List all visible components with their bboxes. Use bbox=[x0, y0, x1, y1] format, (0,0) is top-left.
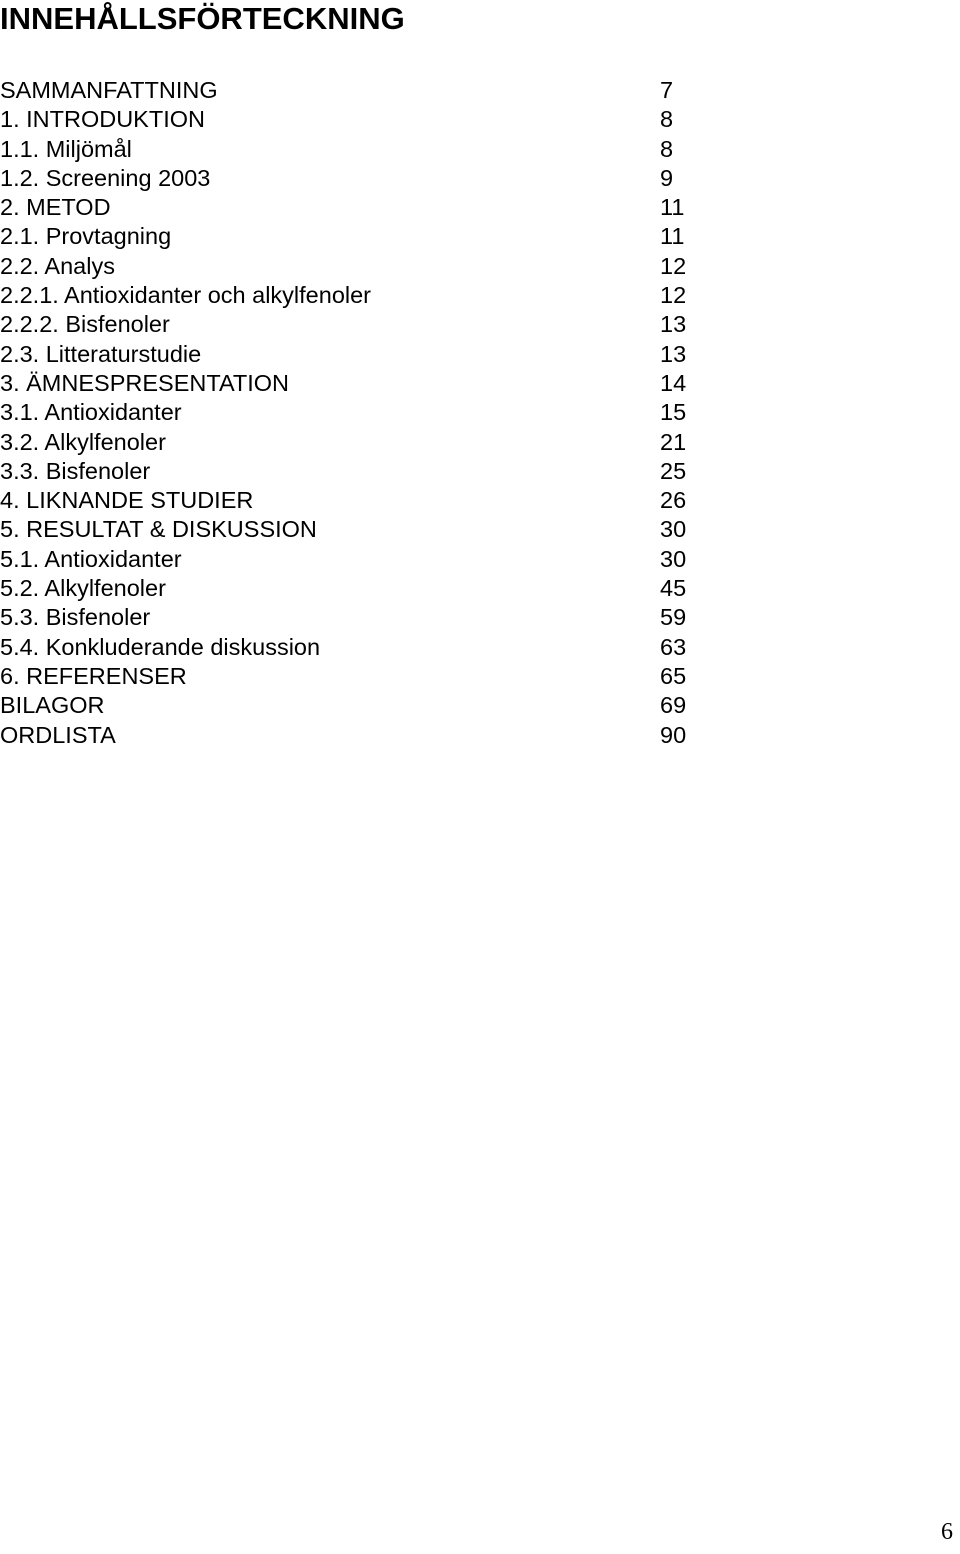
toc-entry-title: 2.3. Litteraturstudie bbox=[0, 340, 202, 367]
toc-entry[interactable] bbox=[0, 369, 700, 398]
toc-entry-title: 2. METOD bbox=[0, 194, 111, 221]
toc-entry[interactable] bbox=[0, 222, 700, 251]
toc-entry[interactable] bbox=[0, 515, 700, 544]
toc-entry-page: 14 bbox=[660, 369, 687, 396]
toc-entry-page: 8 bbox=[660, 106, 674, 133]
toc-entry-title: 3.2. Alkylfenoler bbox=[0, 428, 166, 455]
toc-entry-title: 5. RESULTAT & DISKUSSION bbox=[0, 516, 317, 543]
toc-entry[interactable] bbox=[0, 398, 700, 427]
toc-entry[interactable] bbox=[0, 486, 700, 515]
page-title: INNEHÅLLSFÖRTECKNING bbox=[0, 1, 405, 36]
toc-entry-page: 9 bbox=[660, 164, 674, 191]
toc-entry[interactable] bbox=[0, 193, 700, 222]
toc-entry-page: 30 bbox=[660, 545, 687, 572]
toc-entry-title: 2.1. Provtagning bbox=[0, 223, 172, 250]
toc-entry-page: 30 bbox=[660, 516, 687, 543]
toc-entry-title: 2.2.2. Bisfenoler bbox=[0, 311, 170, 338]
toc-entry-title: 3.3. Bisfenoler bbox=[0, 457, 151, 484]
toc-entry-page: 59 bbox=[660, 604, 687, 631]
toc-entry-title: 5.1. Antioxidanter bbox=[0, 545, 182, 572]
toc-entry[interactable] bbox=[0, 135, 700, 164]
toc-entry[interactable] bbox=[0, 281, 700, 310]
toc-entry-title: 5.2. Alkylfenoler bbox=[0, 575, 166, 602]
toc-entry-page: 63 bbox=[660, 633, 687, 660]
toc-entry-page: 12 bbox=[660, 282, 687, 309]
toc-entry-page: 65 bbox=[660, 662, 687, 689]
table-of-contents bbox=[0, 76, 700, 750]
toc-entry-title: 5.4. Konkluderande diskussion bbox=[0, 633, 321, 660]
toc-entry[interactable] bbox=[0, 76, 700, 105]
toc-entry-title: 5.3. Bisfenoler bbox=[0, 604, 151, 631]
toc-entry-title: 3. ÄMNESPRESENTATION bbox=[0, 369, 290, 396]
toc-entry[interactable] bbox=[0, 633, 700, 662]
toc-entry[interactable] bbox=[0, 164, 700, 193]
toc-entry-title: 4. LIKNANDE STUDIER bbox=[0, 487, 254, 514]
toc-entry-title: 2.2.1. Antioxidanter och alkylfenoler bbox=[0, 282, 372, 309]
page-number: 6 bbox=[941, 1519, 953, 1545]
toc-entry[interactable] bbox=[0, 603, 700, 632]
toc-entry-title: 1.2. Screening 2003 bbox=[0, 164, 211, 191]
toc-entry-title: 1. INTRODUKTION bbox=[0, 106, 205, 133]
toc-entry[interactable] bbox=[0, 574, 700, 603]
toc-entry[interactable] bbox=[0, 340, 700, 369]
toc-entry-page: 15 bbox=[660, 399, 687, 426]
toc-entry-title: 6. REFERENSER bbox=[0, 662, 187, 689]
toc-entry-page: 13 bbox=[660, 311, 687, 338]
toc-entry-page: 11 bbox=[660, 194, 685, 221]
toc-entry-title: ORDLISTA bbox=[0, 721, 116, 748]
toc-entry-page: 11 bbox=[660, 223, 685, 250]
toc-entry[interactable] bbox=[0, 310, 700, 339]
toc-entry-title: 2.2. Analys bbox=[0, 252, 115, 279]
toc-entry-page: 25 bbox=[660, 457, 687, 484]
toc-entry-title: BILAGOR bbox=[0, 692, 105, 719]
toc-entry-title: SAMMANFATTNING bbox=[0, 77, 218, 103]
toc-entry-page: 13 bbox=[660, 340, 687, 367]
toc-entry[interactable] bbox=[0, 721, 700, 750]
toc-entry[interactable] bbox=[0, 105, 700, 134]
toc-entry-title: 1.1. Miljömål bbox=[0, 135, 132, 162]
toc-entry[interactable] bbox=[0, 457, 700, 486]
toc-entry-page: 7 bbox=[660, 77, 674, 103]
toc-entry-page: 45 bbox=[660, 575, 687, 602]
toc-entry[interactable] bbox=[0, 252, 700, 281]
toc-entry-page: 90 bbox=[660, 721, 687, 748]
toc-entry-title: 3.1. Antioxidanter bbox=[0, 399, 182, 426]
toc-entry[interactable] bbox=[0, 545, 700, 574]
toc-entry-page: 12 bbox=[660, 252, 687, 279]
toc-entry-page: 21 bbox=[660, 428, 687, 455]
toc-entry-page: 26 bbox=[660, 487, 687, 514]
toc-entry[interactable] bbox=[0, 691, 700, 720]
toc-entry[interactable] bbox=[0, 428, 700, 457]
toc-entry-page: 69 bbox=[660, 692, 687, 719]
toc-entry[interactable] bbox=[0, 662, 700, 691]
toc-entry-page: 8 bbox=[660, 135, 674, 162]
